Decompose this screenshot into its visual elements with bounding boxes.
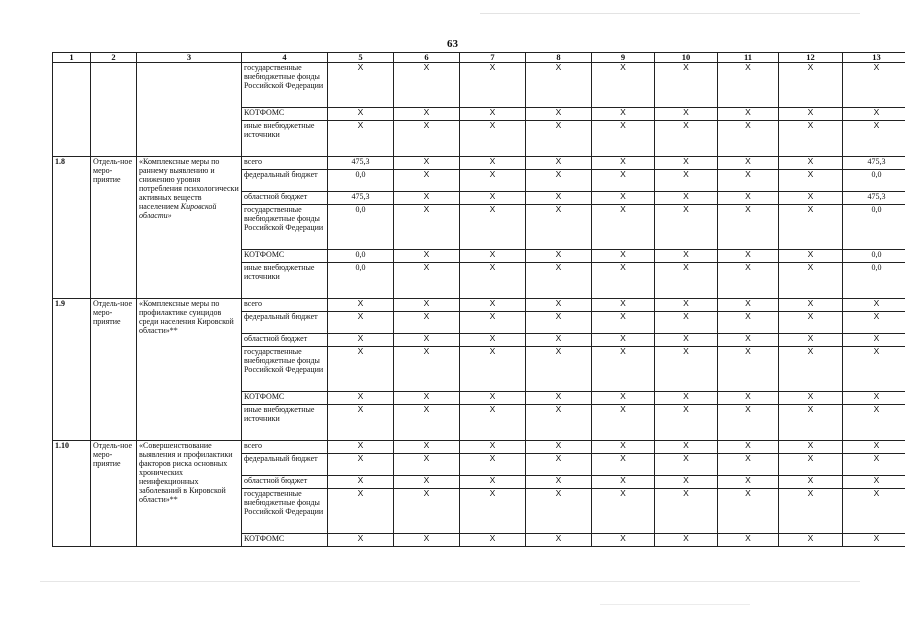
column-header: 10 [655, 53, 718, 63]
value-cell: X [526, 534, 592, 547]
value-cell: X [526, 108, 592, 121]
value-cell: X [460, 263, 526, 299]
value-cell: X [779, 108, 843, 121]
value-cell: X [394, 392, 460, 405]
value-cell: X [592, 63, 655, 108]
value-cell: X [655, 108, 718, 121]
value-cell: X [460, 205, 526, 250]
value-cell: X [843, 121, 905, 157]
value-cell: 0,0 [328, 263, 394, 299]
value-cell: X [718, 263, 779, 299]
value-cell: X [718, 405, 779, 441]
value-cell: X [655, 489, 718, 534]
value-cell: X [592, 205, 655, 250]
value-cell: X [779, 489, 843, 534]
scan-artifact [480, 13, 860, 14]
value-cell: X [655, 454, 718, 476]
value-cell: X [843, 534, 905, 547]
value-cell: X [460, 157, 526, 170]
value-cell: X [394, 489, 460, 534]
value-cell: X [460, 312, 526, 334]
value-cell: 0,0 [328, 170, 394, 192]
column-header: 11 [718, 53, 779, 63]
value-cell: 0,0 [328, 205, 394, 250]
funding-table [52, 52, 905, 547]
value-cell: X [592, 454, 655, 476]
value-cell: 0,0 [843, 250, 905, 263]
column-header: 1 [53, 53, 91, 63]
value-cell: X [779, 441, 843, 454]
value-cell: X [655, 405, 718, 441]
column-header: 9 [592, 53, 655, 63]
value-cell: X [394, 63, 460, 108]
value-cell: X [394, 121, 460, 157]
value-cell: X [718, 392, 779, 405]
value-cell: X [460, 250, 526, 263]
value-cell: X [718, 63, 779, 108]
value-cell: X [328, 334, 394, 347]
value-cell: X [460, 405, 526, 441]
value-cell: X [592, 108, 655, 121]
value-cell: X [779, 192, 843, 205]
value-cell: X [718, 534, 779, 547]
value-cell: X [394, 299, 460, 312]
value-cell: X [718, 121, 779, 157]
funding-source-cell: федеральный бюджет [242, 170, 328, 192]
funding-source-cell: государственные внебюджетные фонды Российской Федерации [242, 489, 328, 534]
value-cell: X [460, 299, 526, 312]
value-cell: X [843, 454, 905, 476]
value-cell: X [843, 108, 905, 121]
funding-source-cell: областной бюджет [242, 192, 328, 205]
value-cell: X [526, 192, 592, 205]
value-cell: X [779, 205, 843, 250]
value-cell: X [526, 299, 592, 312]
value-cell: X [779, 347, 843, 392]
value-cell: X [526, 121, 592, 157]
value-cell: X [843, 312, 905, 334]
funding-source-cell: федеральный бюджет [242, 454, 328, 476]
value-cell: X [394, 347, 460, 392]
value-cell: X [655, 170, 718, 192]
value-cell: X [592, 250, 655, 263]
value-cell: X [394, 157, 460, 170]
empty-cell [137, 63, 242, 157]
table-row [53, 63, 905, 108]
funding-source-cell: иные внебюджетные источники [242, 121, 328, 157]
value-cell: X [779, 405, 843, 441]
value-cell: X [655, 334, 718, 347]
column-header: 13 [843, 53, 905, 63]
funding-source-cell: всего [242, 299, 328, 312]
value-cell: X [718, 108, 779, 121]
value-cell: X [718, 250, 779, 263]
item-name-cell [137, 441, 242, 547]
value-cell: X [843, 334, 905, 347]
funding-source-cell: КОТФОМС [242, 534, 328, 547]
value-cell: 0,0 [843, 170, 905, 192]
value-cell: X [779, 250, 843, 263]
value-cell: 475,3 [843, 157, 905, 170]
column-header: 4 [242, 53, 328, 63]
value-cell: X [655, 441, 718, 454]
value-cell: X [655, 250, 718, 263]
item-name-italic: Кировской области» [139, 202, 217, 220]
value-cell: X [779, 454, 843, 476]
funding-source-cell: государственные внебюджетные фонды Российской Федерации [242, 347, 328, 392]
value-cell: X [655, 63, 718, 108]
value-cell: X [394, 476, 460, 489]
value-cell: X [526, 476, 592, 489]
item-name-text: «Комплексные меры по профилактике суицидов среди населения Кировской области»** [139, 299, 234, 335]
value-cell: X [592, 334, 655, 347]
value-cell: X [592, 312, 655, 334]
value-cell: X [779, 476, 843, 489]
value-cell: X [460, 454, 526, 476]
value-cell: X [592, 299, 655, 312]
value-cell: X [718, 192, 779, 205]
funding-source-cell: федеральный бюджет [242, 312, 328, 334]
item-number-cell: 1.8 [53, 157, 91, 299]
value-cell: X [592, 534, 655, 547]
value-cell: X [526, 170, 592, 192]
value-cell: X [779, 170, 843, 192]
value-cell: X [592, 347, 655, 392]
value-cell: X [526, 157, 592, 170]
value-cell: X [526, 63, 592, 108]
value-cell: X [526, 250, 592, 263]
value-cell: 0,0 [843, 205, 905, 250]
value-cell: 475,3 [843, 192, 905, 205]
scan-artifact [600, 604, 750, 605]
value-cell: X [394, 405, 460, 441]
value-cell: X [655, 476, 718, 489]
value-cell: X [526, 334, 592, 347]
funding-source-cell: областной бюджет [242, 334, 328, 347]
value-cell: X [779, 312, 843, 334]
value-cell: X [655, 121, 718, 157]
funding-source-cell: КОТФОМС [242, 250, 328, 263]
value-cell: X [394, 192, 460, 205]
item-name-cell [137, 157, 242, 299]
item-name-text: «Совершенствование выявления и профилактики факторов риска основных хронических неинфекционных заболеваний в Кировской области»** [139, 441, 233, 504]
value-cell: X [394, 454, 460, 476]
funding-source-cell: иные внебюджетные источники [242, 405, 328, 441]
value-cell: X [460, 192, 526, 205]
value-cell: X [655, 157, 718, 170]
value-cell: X [394, 334, 460, 347]
value-cell: X [460, 534, 526, 547]
funding-source-cell: областной бюджет [242, 476, 328, 489]
value-cell: X [460, 121, 526, 157]
column-header: 6 [394, 53, 460, 63]
value-cell: X [526, 489, 592, 534]
value-cell: X [655, 392, 718, 405]
value-cell: X [328, 312, 394, 334]
value-cell: X [779, 534, 843, 547]
funding-source-cell: всего [242, 441, 328, 454]
value-cell: X [655, 205, 718, 250]
value-cell: X [460, 347, 526, 392]
value-cell: X [460, 392, 526, 405]
value-cell: X [718, 476, 779, 489]
funding-source-cell: иные внебюджетные источники [242, 263, 328, 299]
value-cell: 0,0 [843, 263, 905, 299]
value-cell: X [718, 157, 779, 170]
value-cell: X [779, 157, 843, 170]
value-cell: X [592, 476, 655, 489]
value-cell: X [328, 63, 394, 108]
value-cell: X [843, 299, 905, 312]
value-cell: X [843, 441, 905, 454]
value-cell: X [655, 299, 718, 312]
value-cell: X [592, 263, 655, 299]
funding-source-cell: всего [242, 157, 328, 170]
value-cell: X [394, 205, 460, 250]
column-header: 8 [526, 53, 592, 63]
value-cell: X [460, 170, 526, 192]
value-cell: X [718, 334, 779, 347]
value-cell: 475,3 [328, 192, 394, 205]
table-row [53, 157, 905, 170]
value-cell: X [779, 299, 843, 312]
value-cell: X [843, 405, 905, 441]
value-cell: X [526, 392, 592, 405]
value-cell: X [394, 441, 460, 454]
value-cell: X [328, 534, 394, 547]
value-cell: X [843, 63, 905, 108]
item-number-cell: 1.10 [53, 441, 91, 547]
value-cell: X [394, 108, 460, 121]
scan-artifact [40, 581, 860, 582]
value-cell: X [718, 454, 779, 476]
value-cell: X [592, 392, 655, 405]
value-cell: 475,3 [328, 157, 394, 170]
column-header: 12 [779, 53, 843, 63]
value-cell: X [394, 534, 460, 547]
item-type-cell: Отдель-ное меро-приятие [91, 299, 137, 441]
value-cell: X [460, 108, 526, 121]
value-cell: X [592, 121, 655, 157]
value-cell: X [843, 489, 905, 534]
value-cell: X [328, 347, 394, 392]
value-cell: X [779, 63, 843, 108]
page-number: 63 [447, 38, 458, 50]
table-row [53, 299, 905, 312]
value-cell: X [592, 489, 655, 534]
value-cell: X [843, 476, 905, 489]
value-cell: X [460, 334, 526, 347]
value-cell: X [328, 489, 394, 534]
value-cell: X [779, 263, 843, 299]
value-cell: X [655, 312, 718, 334]
value-cell: X [718, 205, 779, 250]
header-row [53, 53, 905, 63]
value-cell: X [779, 334, 843, 347]
value-cell: X [779, 121, 843, 157]
value-cell: X [718, 170, 779, 192]
value-cell: X [592, 170, 655, 192]
value-cell: X [394, 250, 460, 263]
value-cell: X [779, 392, 843, 405]
value-cell: X [328, 476, 394, 489]
value-cell: X [460, 63, 526, 108]
value-cell: X [655, 347, 718, 392]
value-cell: X [328, 299, 394, 312]
value-cell: X [592, 405, 655, 441]
empty-cell [53, 63, 91, 157]
value-cell: X [328, 121, 394, 157]
item-type-cell: Отдель-ное меро-приятие [91, 157, 137, 299]
value-cell: X [460, 476, 526, 489]
value-cell: X [328, 405, 394, 441]
funding-source-cell: КОТФОМС [242, 392, 328, 405]
item-number-cell: 1.9 [53, 299, 91, 441]
column-header: 2 [91, 53, 137, 63]
value-cell: X [394, 312, 460, 334]
value-cell: X [592, 192, 655, 205]
value-cell: X [526, 347, 592, 392]
item-name-cell [137, 299, 242, 441]
column-header: 5 [328, 53, 394, 63]
value-cell: X [718, 312, 779, 334]
value-cell: X [526, 205, 592, 250]
value-cell: X [843, 347, 905, 392]
value-cell: X [718, 489, 779, 534]
funding-source-cell: государственные внебюджетные фонды Российской Федерации [242, 205, 328, 250]
item-name-text: «Комплексные меры по раннему выявлению и снижению уровня потребления психологически активных веществ населением [139, 157, 239, 211]
funding-source-cell: КОТФОМС [242, 108, 328, 121]
value-cell: X [526, 312, 592, 334]
value-cell: X [718, 347, 779, 392]
table-row [53, 441, 905, 454]
value-cell: X [592, 157, 655, 170]
value-cell: X [328, 441, 394, 454]
value-cell: X [526, 405, 592, 441]
value-cell: X [843, 392, 905, 405]
value-cell: X [526, 454, 592, 476]
empty-cell [91, 63, 137, 157]
value-cell: 0,0 [328, 250, 394, 263]
value-cell: X [394, 170, 460, 192]
value-cell: X [460, 441, 526, 454]
value-cell: X [592, 441, 655, 454]
value-cell: X [526, 441, 592, 454]
value-cell: X [655, 263, 718, 299]
value-cell: X [328, 392, 394, 405]
value-cell: X [394, 263, 460, 299]
value-cell: X [328, 454, 394, 476]
value-cell: X [460, 489, 526, 534]
value-cell: X [328, 108, 394, 121]
funding-source-cell: государственные внебюджетные фонды Российской Федерации [242, 63, 328, 108]
column-header: 7 [460, 53, 526, 63]
value-cell: X [718, 299, 779, 312]
value-cell: X [655, 192, 718, 205]
column-header: 3 [137, 53, 242, 63]
item-type-cell: Отдель-ное меро-приятие [91, 441, 137, 547]
value-cell: X [718, 441, 779, 454]
value-cell: X [655, 534, 718, 547]
value-cell: X [526, 263, 592, 299]
